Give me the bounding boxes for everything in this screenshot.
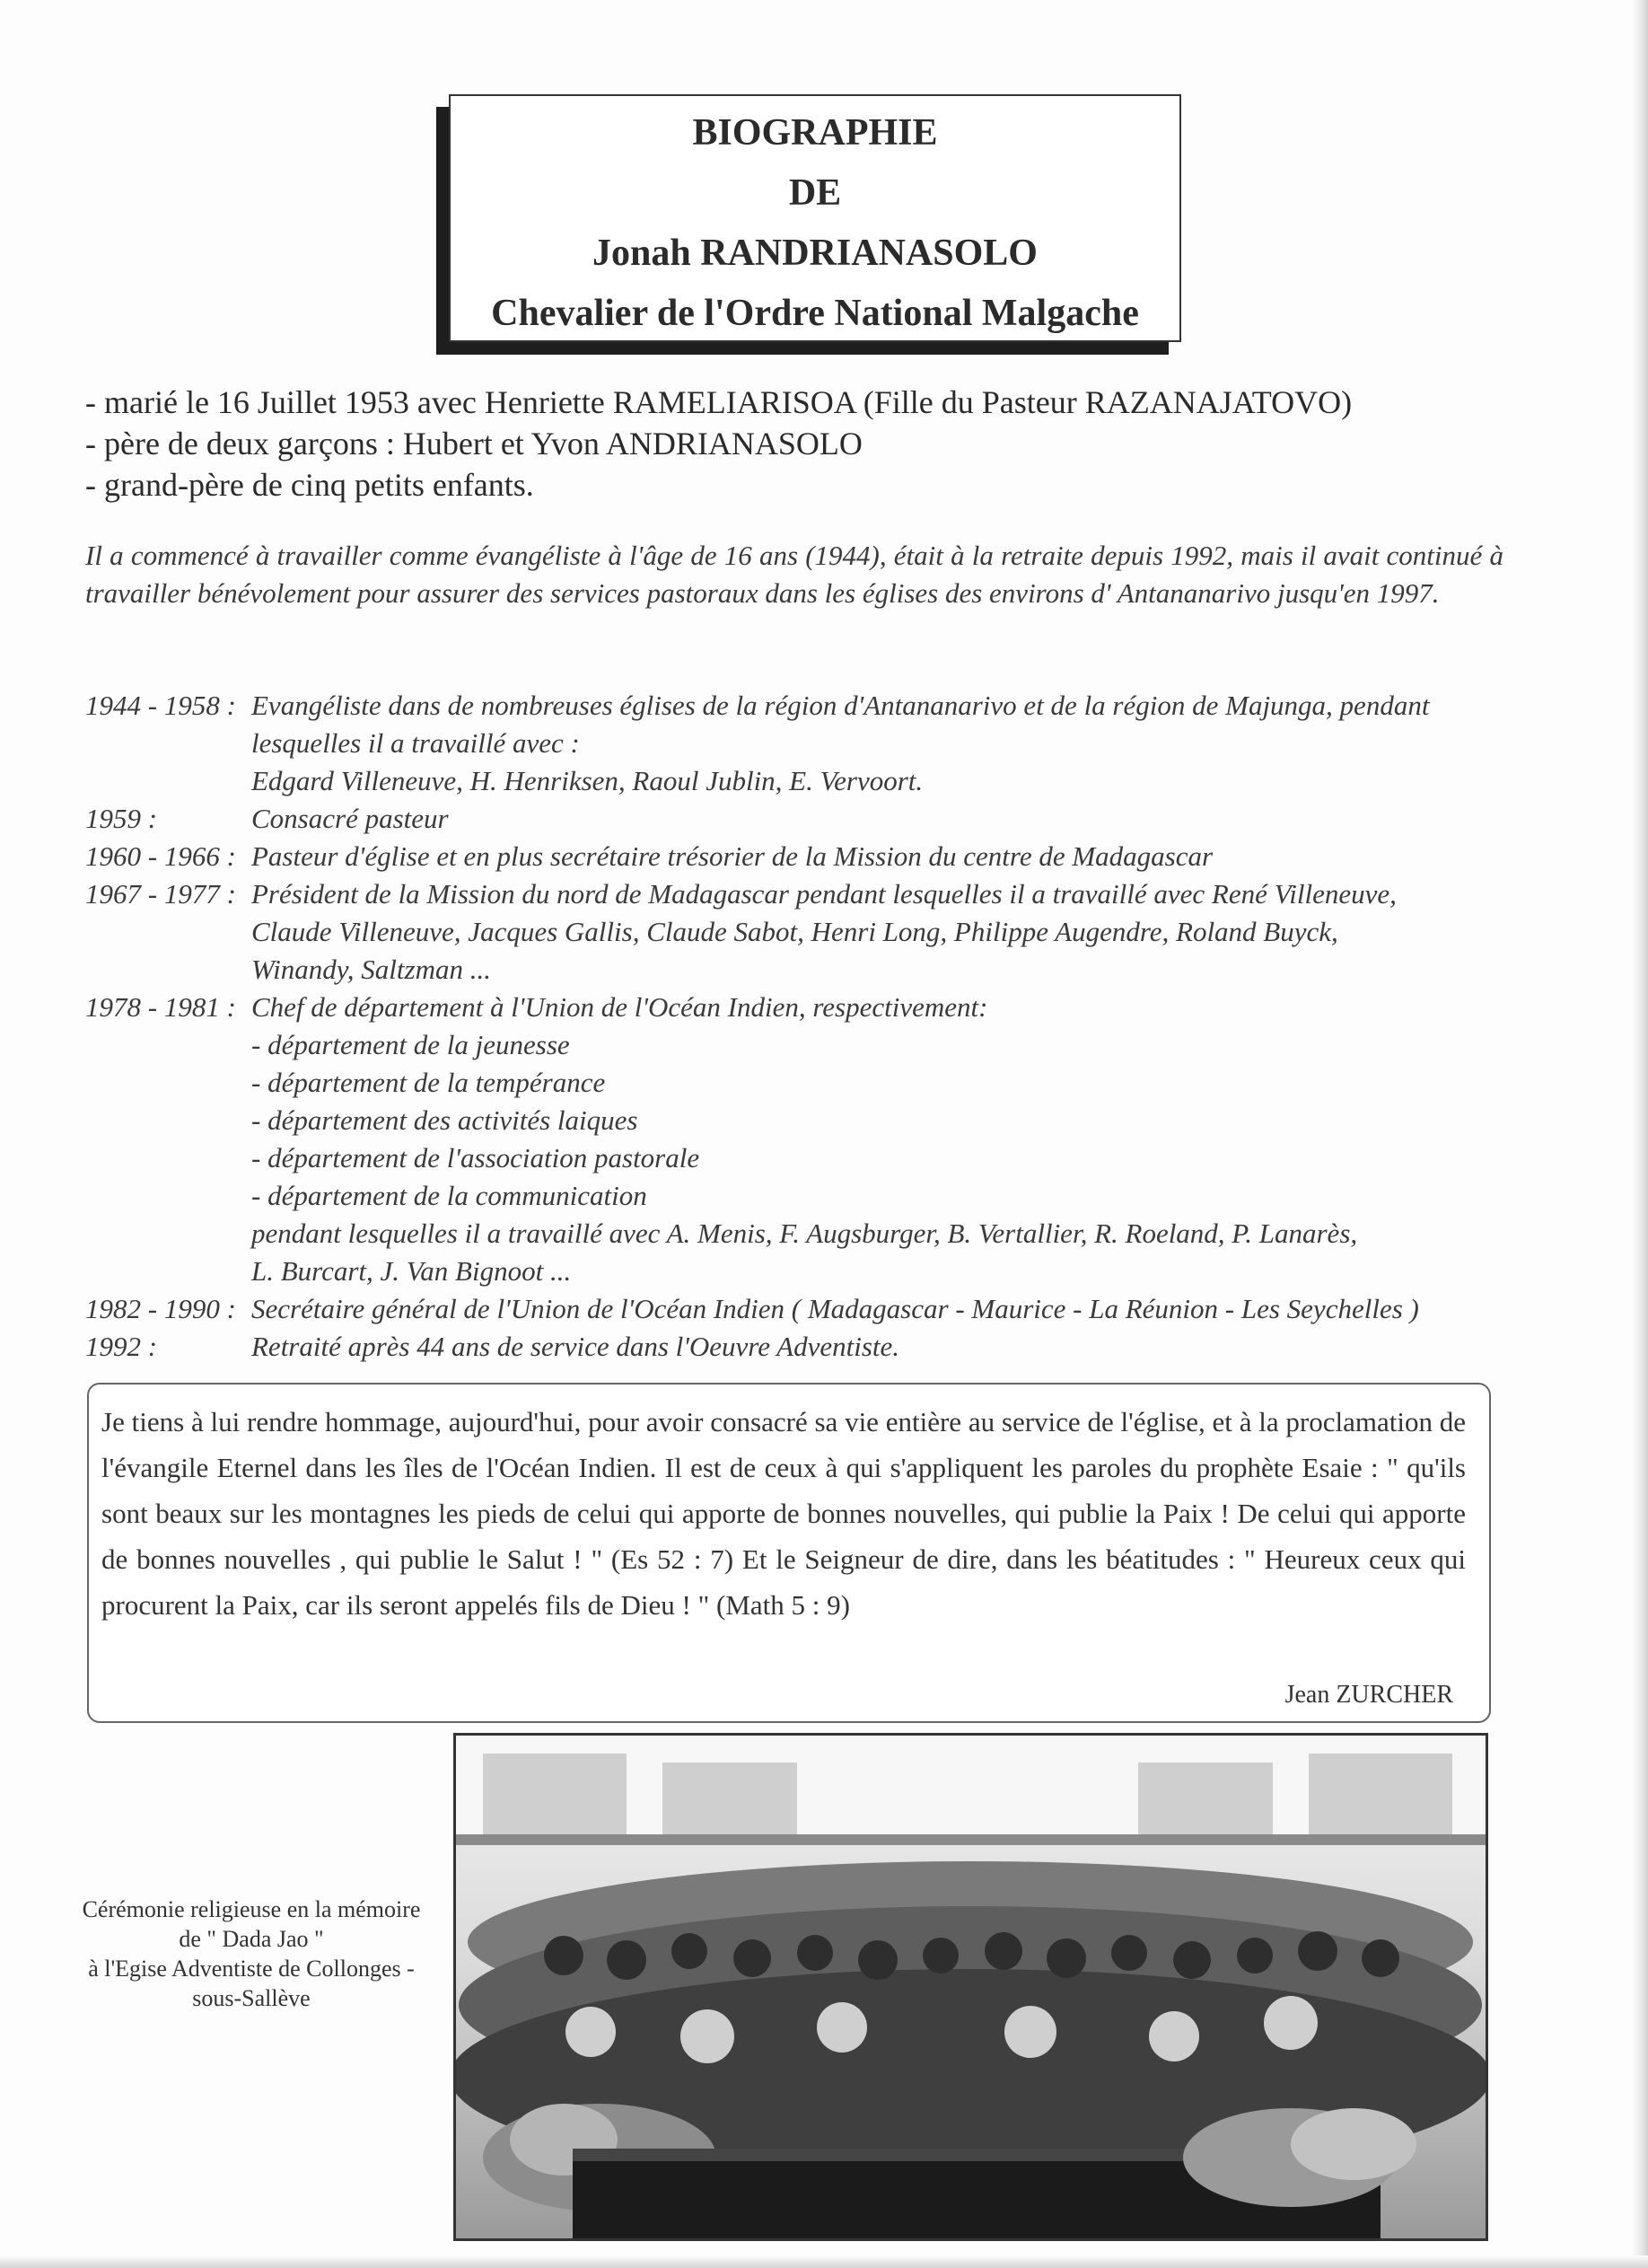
intro-paragraph: Il a commencé à travailler comme évangéliste à l'âge de 16 ans (1944), était à la retraite depuis 1992, mais il avait continué à travailler bénévolement pour assurer des services pastoraux dans les églises des environs d' Antananarivo jusqu'en 1997.: [85, 540, 1503, 609]
tribute-signature: Jean ZURCHER: [1284, 1681, 1453, 1709]
timeline-desc: Evangéliste dans de nombreuses églises de la région d'Antananarivo et de la région de Majunga, pendant: [251, 690, 1430, 721]
family-list: [85, 382, 1575, 505]
family-item: - grand-père de cinq petits enfants.: [85, 467, 534, 503]
timeline-years: 1978 - 1981 :: [85, 991, 236, 1023]
timeline-desc: - département de la tempérance: [251, 1067, 606, 1098]
timeline-desc: Edgard Villeneuve, H. Henriksen, Raoul Jublin, E. Vervoort.: [251, 765, 924, 796]
timeline-years: 1944 - 1958 :: [85, 690, 236, 721]
timeline-desc: lesquelles il a travaillé avec :: [251, 727, 580, 759]
timeline-years: 1982 - 1990 :: [85, 1293, 236, 1324]
timeline-years: 1960 - 1966 :: [85, 840, 236, 872]
family-item: - père de deux garçons : Hubert et Yvon ANDRIANASOLO: [85, 426, 863, 462]
tribute-text: Je tiens à lui rendre hommage, aujourd'hui, pour avoir consacré sa vie entière au service de l'église, et à la proclamation de l'évangile Eternel dans les îles de l'Océan Indien. Il est de ceux à qui s'appliquent les paroles du prophète Esaie : " qu'ils sont beaux sur les montagnes les pieds de celui qui apporte de bonnes nouvelles, qui publie la Paix ! De celui qui apporte de bonnes nouvelles , qui publie le Salut ! " (Es 52 : 7) Et le Seigneur de dire, dans les béatitudes : " Heureux ceux qui procurent la Paix, car ils seront appelés fils de Dieu ! " (Math 5 : 9): [101, 1406, 1466, 1621]
timeline-desc: - département de la communication: [251, 1180, 647, 1211]
timeline-desc: - département de l'association pastorale: [251, 1142, 700, 1174]
timeline-desc: Pasteur d'église et en plus secrétaire trésorier de la Mission du centre de Madagascar: [251, 840, 1214, 872]
timeline-years: 1992 :: [85, 1331, 158, 1362]
timeline-desc: - département de la jeunesse: [251, 1029, 570, 1060]
timeline-years: 1959 :: [85, 803, 158, 834]
title-box: [449, 94, 1181, 342]
caption-line: Cérémonie religieuse en la mémoire: [82, 1896, 421, 1922]
ceremony-photo: [453, 1733, 1488, 2241]
page-edge-shadow: [1632, 0, 1648, 2268]
timeline-desc: Winandy, Saltzman ...: [251, 954, 491, 985]
timeline-desc: - département des activités laiques: [251, 1104, 638, 1136]
caption-line: de " Dada Jao ": [179, 1926, 324, 1952]
photo-caption: [54, 1894, 449, 2013]
timeline-desc: Consacré pasteur: [251, 803, 449, 834]
timeline-years: 1967 - 1977 :: [85, 878, 236, 910]
caption-line: sous-Sallève: [192, 1985, 311, 2011]
timeline-desc: Chef de département à l'Union de l'Océan Indien, respectivement:: [251, 991, 988, 1023]
timeline-desc: Président de la Mission du nord de Madagascar pendant lesquelles il a travaillé avec René Villeneuve,: [251, 878, 1397, 910]
family-item: - marié le 16 Juillet 1953 avec Henriette RAMELIARISOA (Fille du Pasteur RAZANAJATOVO): [85, 384, 1353, 420]
timeline-desc: L. Burcart, J. Van Bignoot ...: [251, 1255, 572, 1287]
title-line-2: DE: [788, 172, 842, 214]
title-line-4: Chevalier de l'Ordre National Malgache: [491, 293, 1139, 334]
timeline-desc: Retraité après 44 ans de service dans l'Oeuvre Adventiste.: [251, 1331, 900, 1362]
caption-line: à l'Egise Adventiste de Collonges -: [88, 1956, 415, 1982]
timeline-desc: Secrétaire général de l'Union de l'Océan Indien ( Madagascar - Maurice - La Réunion - Les Seychelles ): [251, 1293, 1419, 1324]
tribute-box: [87, 1383, 1491, 1723]
title-line-3: Jonah RANDRIANASOLO: [592, 233, 1038, 274]
title-line-1: BIOGRAPHIE: [692, 112, 938, 154]
timeline-desc: Claude Villeneuve, Jacques Gallis, Claude Sabot, Henri Long, Philippe Augendre, Roland Buyck,: [251, 916, 1338, 947]
page-bottom-shadow: [0, 2255, 1648, 2268]
ceremony-photo-image: [456, 1736, 1486, 2238]
timeline-desc: pendant lesquelles il a travaillé avec A. Menis, F. Augsburger, B. Vertallier, R. Roeland, P. Lanarès,: [251, 1218, 1358, 1249]
